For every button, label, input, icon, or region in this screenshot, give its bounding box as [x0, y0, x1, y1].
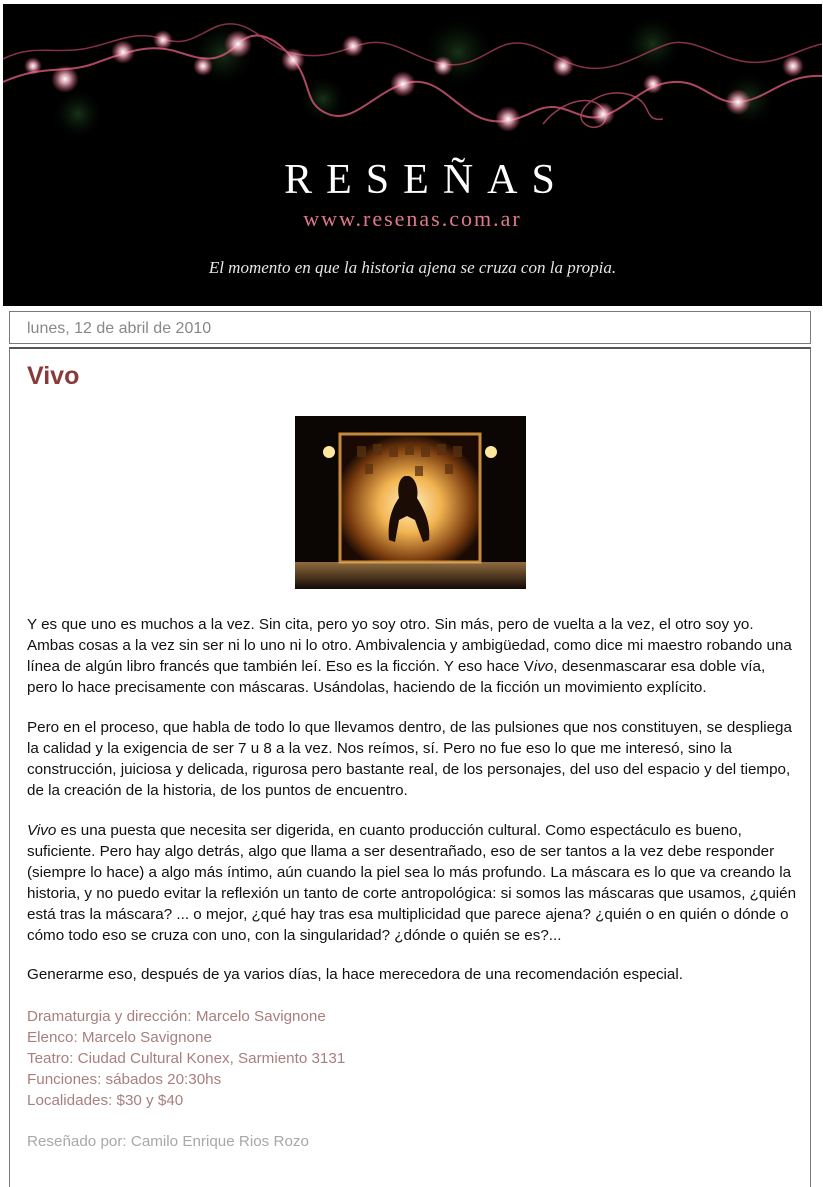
site-banner[interactable]	[3, 4, 822, 306]
theatre-stage-photo-icon	[295, 416, 526, 589]
review-paragraph-3: Vivo es una puesta que necesita ser digerida, en cuanto producción cultural. Como espectáculo es bueno, suficiente. Pero hay algo detrás, algo que llama a ser desentrañado, eso de ser tantos a la vez debe responder (siempre lo hace) a algo más íntimo, aún cuando la piel sea lo más profundo. La máscara es lo que va creando la historia, y no puedo evitar la reflexión un tanto de corte antropológica: si somos las máscaras que usamos, ¿quién está tras la máscara? ... o mejor, ¿qué hay tras esa multiplicidad que parece ajena? ¿quién o en quién o dónde o cómo todo eso se cruza con uno, con la singularidad? ¿dónde o quién se es?...	[27, 822, 797, 944]
post-photo[interactable]	[295, 416, 526, 589]
post-title[interactable]: Vivo	[27, 362, 80, 390]
review-paragraph-2: Pero en el proceso, que habla de todo lo que llevamos dentro, de las pulsiones que nos constituyen, se despliega la calidad y la exigencia de ser 7 u 8 a la vez. Nos reímos, sí. Pero no fue eso lo que me interesó, sino la construcción, juiciosa y delicada, rigurosa pero bastante real, de los personajes, del uso del espacio y del tiempo, de la creación de la historia, de los puntos de encuentro.	[27, 719, 792, 799]
credit-direction: Dramaturgia y dirección: Marcelo Savignone	[27, 1008, 326, 1025]
reviewer-credit: Reseñado por: Camilo Enrique Rios Rozo	[27, 1133, 309, 1150]
post-date: lunes, 12 de abril de 2010	[27, 320, 212, 337]
credit-cast: Elenco: Marcelo Savignone	[27, 1029, 212, 1046]
review-paragraph-1: Y es que uno es muchos a la vez. Sin cita, pero yo soy otro. Sin más, pero de vuelta a la vez, el otro soy yo. Ambas cosas a la vez sin ser ni lo uno ni lo otro. Ambivalencia y ambigüedad, como dice mi maestro robando una línea de algún libro francés que también leí. Eso es la ficción. Y eso hace Vivo, desenmascarar esa doble vía, pero lo hace precisamente con máscaras. Usándolas, haciendo de la ficción un movimiento explícito.	[27, 616, 792, 696]
show-credits	[27, 1006, 345, 1111]
date-header	[9, 311, 811, 344]
site-url[interactable]: www.resenas.com.ar	[303, 206, 522, 231]
post-container	[9, 347, 811, 1187]
credit-tickets: Localidades: $30 y $40	[27, 1092, 184, 1109]
site-tagline: El momento en que la historia ajena se cruza con la propia.	[208, 258, 617, 277]
site-title: RESEÑAS	[284, 157, 569, 203]
review-paragraph-4: Generarme eso, después de ya varios días, la hace merecedora de una recomendación especial.	[27, 966, 683, 983]
credit-showtimes: Funciones: sábados 20:30hs	[27, 1071, 222, 1088]
credit-theatre: Teatro: Ciudad Cultural Konex, Sarmiento 3131	[27, 1050, 346, 1067]
